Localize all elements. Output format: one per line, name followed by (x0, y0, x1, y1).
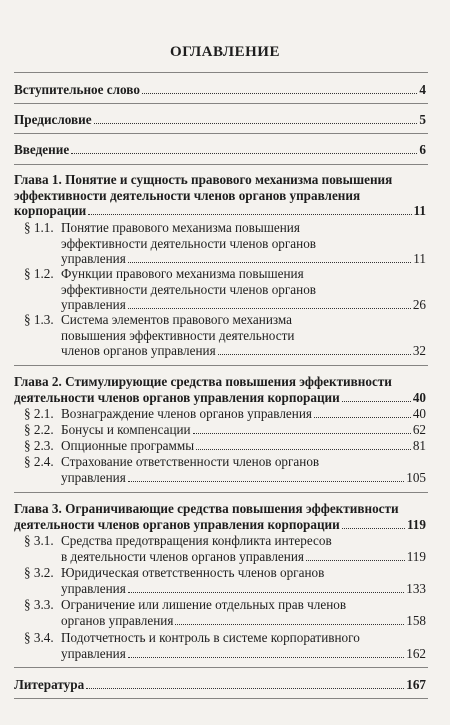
entry-label: Литература (14, 677, 85, 692)
entry-page: 133 (406, 580, 426, 596)
toc-section-1-3 (24, 312, 426, 359)
leader-dots (94, 112, 418, 124)
entry-page: 11 (413, 251, 426, 266)
section-title-end: управления (61, 645, 126, 661)
section-number: § 3.3. (24, 597, 54, 612)
section-title-line: Функции правового механизма повышения (61, 266, 304, 281)
section-title-line: Система элементов правового механизма (61, 312, 293, 327)
toc-section-2-3 (24, 438, 426, 454)
section-title-line: эффективности деятельности членов органов (61, 281, 317, 297)
section-title-line: Страхование ответственности членов органов (61, 454, 320, 469)
entry-page: 40 (412, 389, 426, 405)
leader-dots (88, 203, 411, 215)
section-title-end: управления (61, 297, 126, 312)
chapter-title-end: деятельности членов органов управления корпорации (14, 389, 340, 405)
divider (14, 667, 428, 668)
chapter-title-last-line (14, 517, 426, 533)
chapter-title-line: эффективности деятельности членов органов управления (14, 187, 361, 203)
section-number: § 3.1. (24, 533, 54, 548)
toc-chapter-1 (14, 172, 426, 219)
section-title-end: Опционные программы (61, 438, 195, 453)
section-number: § 3.2. (24, 565, 54, 580)
chapter-title-last-line (14, 390, 426, 406)
toc-section-1-2 (24, 266, 426, 313)
entry-label: Вступительное слово (14, 82, 140, 97)
section-number: § 1.1. (24, 220, 54, 235)
section-number: § 2.1. (24, 406, 54, 421)
section-title-line: Ограничение или лишение отдельных прав членов (61, 597, 347, 612)
leader-dots (142, 82, 417, 94)
section-title-line: Подотчетность и контроль в системе корпоративного (61, 630, 360, 645)
toc-section-2-4 (24, 454, 426, 485)
chapter-title-line: Глава 1. Понятие и сущность правового механизма повышения (14, 172, 393, 187)
leader-dots (128, 297, 411, 309)
section-title-line: Средства предотвращения конфликта интересов (61, 533, 332, 548)
section-title-end: Бонусы и компенсации (61, 422, 191, 437)
divider (14, 103, 428, 104)
section-number: § 2.2. (24, 422, 54, 437)
divider (14, 133, 428, 134)
entry-page: 62 (412, 422, 426, 437)
leader-dots (71, 142, 417, 154)
toc-title: ОГЛАВЛЕНИЕ (170, 44, 280, 60)
divider (14, 492, 428, 493)
entry-label: Введение (14, 142, 70, 157)
leader-dots (86, 677, 404, 689)
section-title-end: управления (61, 469, 126, 485)
section-number: § 3.4. (24, 630, 54, 645)
section-number: § 2.4. (24, 454, 54, 469)
entry-page: 5 (419, 112, 426, 127)
section-number: § 1.3. (24, 312, 54, 327)
chapter-title-end: деятельности членов органов управления корпорации (14, 516, 340, 532)
section-title-line: Юридическая ответственность членов органов (61, 565, 325, 580)
entry-label: Предисловие (14, 112, 92, 127)
leader-dots (128, 581, 404, 593)
toc-section-1-1 (24, 220, 426, 267)
leader-dots (196, 438, 411, 450)
leader-dots (175, 613, 404, 625)
leader-dots (128, 470, 404, 482)
chapter-title-last-line (14, 203, 426, 219)
entry-page: 26 (412, 297, 426, 312)
leader-dots (128, 646, 404, 658)
leader-dots (193, 422, 411, 434)
entry-page: 11 (413, 203, 426, 218)
entry-page: 81 (412, 438, 426, 453)
entry-page: 40 (412, 406, 426, 421)
entry-page: 4 (419, 82, 426, 97)
leader-dots (218, 343, 411, 355)
section-number: § 1.2. (24, 266, 54, 281)
toc-section-2-2 (24, 422, 426, 438)
section-title-end: управления (61, 251, 126, 266)
section-number: § 2.3. (24, 438, 54, 453)
toc-section-3-3 (24, 597, 426, 628)
toc-entry-preface (14, 112, 426, 128)
toc-chapter-2 (14, 374, 426, 405)
entry-page: 32 (412, 343, 426, 358)
entry-page: 119 (406, 548, 426, 564)
toc-section-2-1 (24, 406, 426, 422)
bottom-divider (14, 698, 428, 699)
toc-chapter-3 (14, 501, 426, 532)
entry-page: 119 (406, 516, 426, 532)
leader-dots (314, 406, 411, 418)
leader-dots (306, 549, 405, 561)
leader-dots (128, 251, 412, 263)
entry-page: 105 (406, 469, 426, 485)
toc-section-3-4 (24, 630, 426, 661)
chapter-title-line: Глава 3. Ограничивающие средства повышения эффективности (14, 501, 399, 516)
entry-page: 162 (406, 645, 426, 661)
top-divider (14, 72, 428, 73)
section-title-line: Понятие правового механизма повышения (61, 220, 300, 235)
divider (14, 164, 428, 165)
entry-page: 6 (419, 142, 426, 157)
entry-page: 158 (406, 612, 426, 628)
toc-entry-introduction (14, 142, 426, 158)
section-title-end: членов органов управления (61, 343, 216, 358)
section-title-end: Вознаграждение членов органов управления (61, 406, 312, 421)
entry-page: 167 (406, 677, 426, 692)
section-title-line: повышения эффективности деятельности (61, 327, 295, 343)
section-title-line: эффективности деятельности членов органов (61, 235, 317, 251)
section-title-end: управления (61, 580, 126, 596)
chapter-title-line: Глава 2. Стимулирующие средства повышения эффективности (14, 374, 392, 389)
section-title-end: в деятельности членов органов управления (61, 548, 304, 564)
toc-section-3-2 (24, 565, 426, 596)
leader-dots (342, 517, 405, 529)
toc-entry-literature (14, 677, 426, 693)
toc-entry-intro-word (14, 82, 426, 98)
chapter-title-end: корпорации (14, 203, 87, 218)
leader-dots (342, 390, 411, 402)
toc-section-3-1 (24, 533, 426, 564)
section-title-end: органов управления (61, 612, 174, 628)
divider (14, 365, 428, 366)
